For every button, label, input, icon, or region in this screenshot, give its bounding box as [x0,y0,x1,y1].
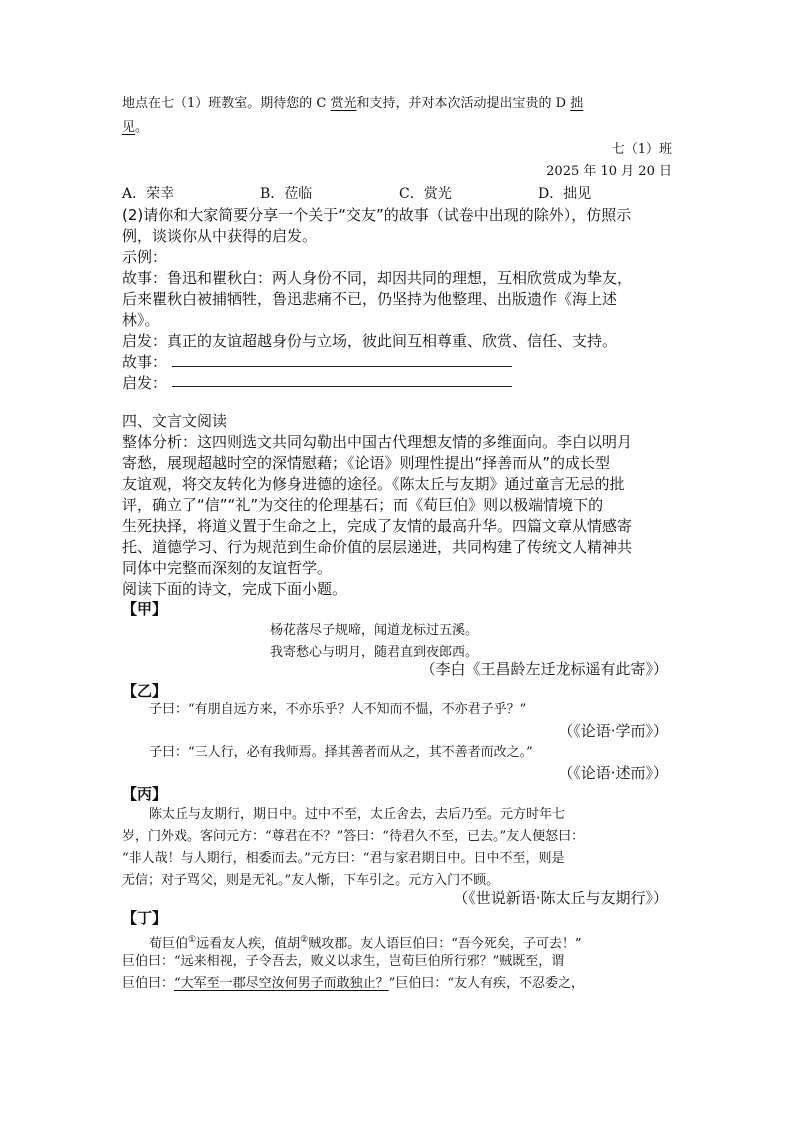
ding-text: 巨伯曰： [122,976,175,991]
analysis-line-1: 整体分析：这四则选文共同勾勒出中国古代理想友情的多维面向。李白以明月 [122,433,633,451]
ding-text: 贼攻郡。友人语巨伯曰：“吾今死矣，子可去！” [308,936,582,952]
invitation-text: 。 [135,120,149,135]
example-insight: 启发：真正的友谊超越身份与立场，彼此间互相尊重、欣赏、信任、支持。 [122,332,618,350]
ding-text: 远看友人疾，值胡 [196,936,301,952]
example-story-line-1: 故事：鲁迅和瞿秋白：两人身份不同，却因共同的理想，互相欣赏成为挚友， [122,269,633,287]
bing-line-4: 无信；对子骂父，则是无礼。”友人惭，下车引之。元方入门不顾。 [122,873,500,888]
signature-date: 2025 年 10 月 20 日 [546,164,672,179]
underlined-word-shangguang: 赏光 [330,96,357,111]
example-label: 示例： [122,248,168,266]
analysis-line-7: 同体中完整而深刻的友谊哲学。 [122,559,333,577]
option-c: C．赏光 [399,186,452,202]
poem-source: （李白《王昌龄左迁龙标遥有此寄》） [420,660,668,678]
bing-line-1: 陈太丘与友期行，期日中。过中不至，太丘舍去，去后乃至。元方时年七 [149,807,566,822]
underlined-word-jian: 见 [122,120,136,135]
story-field-label: 故事： [122,353,168,371]
section-4-title: 四、文言文阅读 [122,412,228,430]
option-a: A．荣幸 [122,186,175,202]
example-story-line-3: 林》。 [122,311,160,329]
ding-text: 荀巨伯 [149,936,189,952]
footnote-marker-2: ② [300,935,309,945]
invitation-line-2 [122,117,148,139]
bing-line-2: 岁，门外戏。客问元方：“尊君在不？”答曰：“待君久不至，已去。”友人便怒曰： [122,829,585,844]
analysis-line-2: 寄愁，展现超越时空的深情慰藉；《论语》则理性提出“择善而从”的成长型 [122,454,611,472]
ding-line-2: 巨伯曰：“远来相视，子令吾去，败义以求生，岂荀巨伯所行邪？”贼既至，谓 [122,954,565,969]
analysis-line-4: 评，确立了“信”“礼”为交往的伦理基石；而《荀巨伯》则以极端情境下的 [122,496,604,514]
passage-yi-label: 【乙】 [122,682,168,700]
bing-line-3: “非人哉！与人期行，相委而去。”元方曰：“君与家君期日中。日中不至，则是 [122,851,565,866]
option-b: B．莅临 [260,186,313,202]
insight-field-label: 启发： [122,374,168,392]
passage-jia-label: 【甲】 [122,600,168,618]
passage-ding-label: 【丁】 [122,909,168,927]
underlined-sentence: “大军至一郡尽空汝何男子而敢独止？ [174,976,389,991]
underlined-word-zhuo: 拙 [570,96,584,111]
signature-class: 七（1）班 [611,142,672,157]
insight-answer-line[interactable] [172,386,512,387]
example-story-line-2: 后来瞿秋白被捕牺牲，鲁迅悲痛不已，仍坚持为他整理、出版遗作《海上述 [122,290,618,308]
analysis-line-6: 托、道德学习、行为规范到生命价值的层层递进，共同构建了传统文人精神共 [122,538,633,556]
footnote-marker-1: ① [188,935,197,945]
reading-instruction: 阅读下面的诗文，完成下面小题。 [122,580,348,598]
analysis-line-5: 生死抉择，将道义置于生命之上，完成了友情的最高升华。四篇文章从情感寄 [122,517,633,535]
question-2-prompt-line-2: 例，谈谈你从中获得的启发。 [122,227,318,245]
poem-line-1: 杨花落尽子规啼，闻道龙标过五溪。 [270,623,479,638]
analects-source-1: （《论语·学而》） [558,722,668,740]
ding-line-3 [122,973,584,995]
ding-text: ”巨伯曰：“友人有疾，不忍委之， [388,976,584,991]
invitation-line-1 [122,93,583,115]
bing-source: （《世说新语·陈太丘与友期行》） [453,889,668,907]
invitation-text: 地点在七（1）班教室。期待您的 C [122,96,331,111]
story-answer-line[interactable] [172,366,512,367]
analects-quote-2: 子曰：“三人行，必有我师焉。择其善者而从之，其不善者而改之。” [149,745,533,760]
analects-source-2: （《论语·述而》） [558,764,668,782]
analects-quote-1: 子曰：“有朋自远方来，不亦乐乎？人不知而不愠，不亦君子乎？” [149,702,527,717]
passage-bing-label: 【丙】 [122,785,168,803]
question-2-prompt-line-1: (2)请你和大家简要分享一个关于“交友”的故事（试卷中出现的除外），仿照示 [122,206,632,224]
analysis-line-3: 友谊观，将交友转化为修身进德的途径。《陈太丘与友期》通过童言无忌的批 [122,475,625,493]
poem-line-2: 我寄愁心与明月，随君直到夜郎西。 [270,645,479,660]
option-d: D．拙见 [538,186,592,202]
invitation-text: 和支持，并对本次活动提出宝贵的 D [356,96,571,111]
